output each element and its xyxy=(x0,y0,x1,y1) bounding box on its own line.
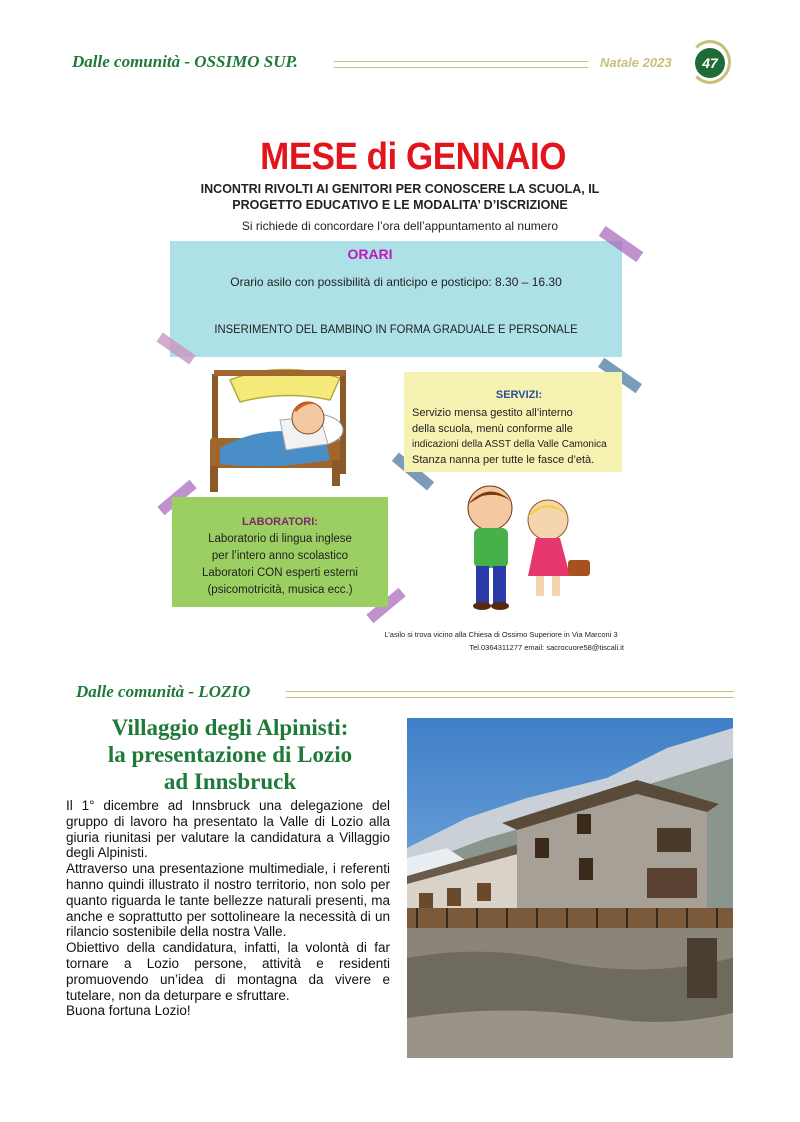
laboratori-line: (psicomotricità, musica ecc.) xyxy=(207,584,353,596)
orari-text: Orario asilo con possibilità di anticipo e posticipo: 8.30 – 16.30 xyxy=(230,275,562,289)
laboratori-line: per l’intero anno scolastico xyxy=(211,550,349,562)
laboratori-heading: LABORATORI: xyxy=(242,516,318,528)
laboratori-line: Laboratorio di lingua inglese xyxy=(208,533,352,545)
poster-subtitle-line: INCONTRI RIVOLTI AI GENITORI PER CONOSCERE LA SCUOLA, IL xyxy=(200,182,600,196)
bed-illustration xyxy=(200,360,360,495)
poster-subtitle xyxy=(190,181,610,213)
poster-footer xyxy=(370,628,632,654)
headline-line: la presentazione di Lozio xyxy=(107,742,353,767)
servizi-heading: SERVIZI: xyxy=(495,389,543,401)
poster-subtitle-line: PROGETTO EDUCATIVO E LE MODALITA’ D’ISCRIZIONE xyxy=(232,198,568,212)
orari-heading: ORARI xyxy=(347,246,393,262)
laboratori-text xyxy=(172,531,388,599)
poster-note: Si richiede di concordare l’ora dell’appuntamento al numero xyxy=(241,219,559,233)
headline-line: Villaggio degli Alpinisti: xyxy=(111,715,349,740)
page-number: 47 xyxy=(695,48,725,78)
issue-label: Natale 2023 xyxy=(600,55,672,70)
poster-title: MESE di GENNAIO xyxy=(260,136,566,178)
servizi-text xyxy=(412,406,622,468)
servizi-line: Servizio mensa gestito all’interno xyxy=(412,407,573,419)
inserimento-text: INSERIMENTO DEL BAMBINO IN FORMA GRADUALE E PERSONALE xyxy=(214,324,578,336)
poster-footer-address: L’asilo si trova vicino alla Chiesa di Ossimo Superiore in Via Marconi 3 xyxy=(384,630,618,639)
article-paragraph: Attraverso una presentazione multimediale, i referenti hanno quindi illustrato il nostro territorio, non solo per quanto riguarda le tante bellezze naturali presenti, ma anche e soprattutto per sottolineare la necessità di un rilancio sostenibile della nostra Valle. xyxy=(66,861,390,940)
section-rule xyxy=(286,691,734,698)
article-paragraph: Il 1° dicembre ad Innsbruck una delegazione del gruppo di lavoro ha presentato la Valle di Lozio alla giuria riunitasi per valutare la candidatura a Villaggio degli Alpinisti. xyxy=(66,798,390,861)
article-paragraph: Obiettivo della candidatura, infatti, la volontà di far tornare a Lozio persone, attività e residenti promuovendo un’idea di montagna da vivere e tutelare, non da deturpare e sfruttare. xyxy=(66,940,390,1003)
section-header-title: Dalle comunità - OSSIMO SUP. xyxy=(72,52,298,71)
children-illustration xyxy=(452,478,602,613)
servizi-line: Stanza nanna per tutte le fasce d’età. xyxy=(412,453,595,466)
poster-footer-contact: Tel.0364311277 email: sacrocuore58@tiscali.it xyxy=(469,643,624,652)
servizi-line: della scuola, menù conforme alle xyxy=(412,422,573,435)
headline-line: ad Innsbruck xyxy=(163,769,297,794)
section-title-lozio: Dalle comunità - LOZIO xyxy=(76,682,251,701)
village-photo xyxy=(407,718,733,1058)
laboratori-line: Laboratori CON esperti esterni xyxy=(202,567,358,579)
article-headline xyxy=(70,714,390,795)
header-rule xyxy=(334,61,588,68)
servizi-line: indicazioni della ASST della Valle Camonica xyxy=(412,439,607,450)
article-paragraph: Buona fortuna Lozio! xyxy=(66,1003,191,1019)
article-body xyxy=(66,798,390,1019)
